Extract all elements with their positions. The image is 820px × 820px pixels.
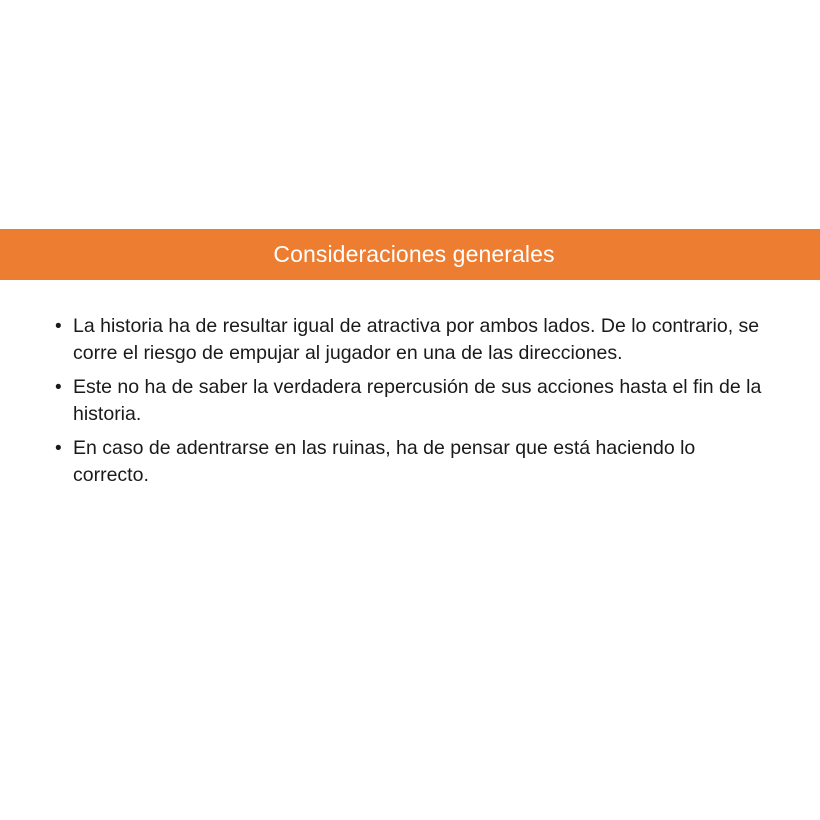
bullet-icon: • (55, 316, 62, 337)
title-bar (0, 229, 820, 280)
bullet-text: En caso de adentrarse en las ruinas, ha de pensar que está haciendo lo correcto. (73, 437, 696, 486)
slide-title: Consideraciones generales (273, 241, 555, 267)
bullet-icon: • (55, 377, 62, 398)
bullet-icon: • (55, 438, 62, 459)
bullet-item (55, 374, 775, 428)
bullet-text: La historia ha de resultar igual de atractiva por ambos lados. De lo contrario, se corre el riesgo de empujar al jugador en una de las direcciones. (73, 315, 760, 364)
bullet-list (55, 313, 775, 496)
bullet-text: Este no ha de saber la verdadera repercusión de sus acciones hasta el fin de la historia. (73, 376, 762, 425)
bullet-item (55, 435, 775, 489)
bullet-item (55, 313, 775, 367)
